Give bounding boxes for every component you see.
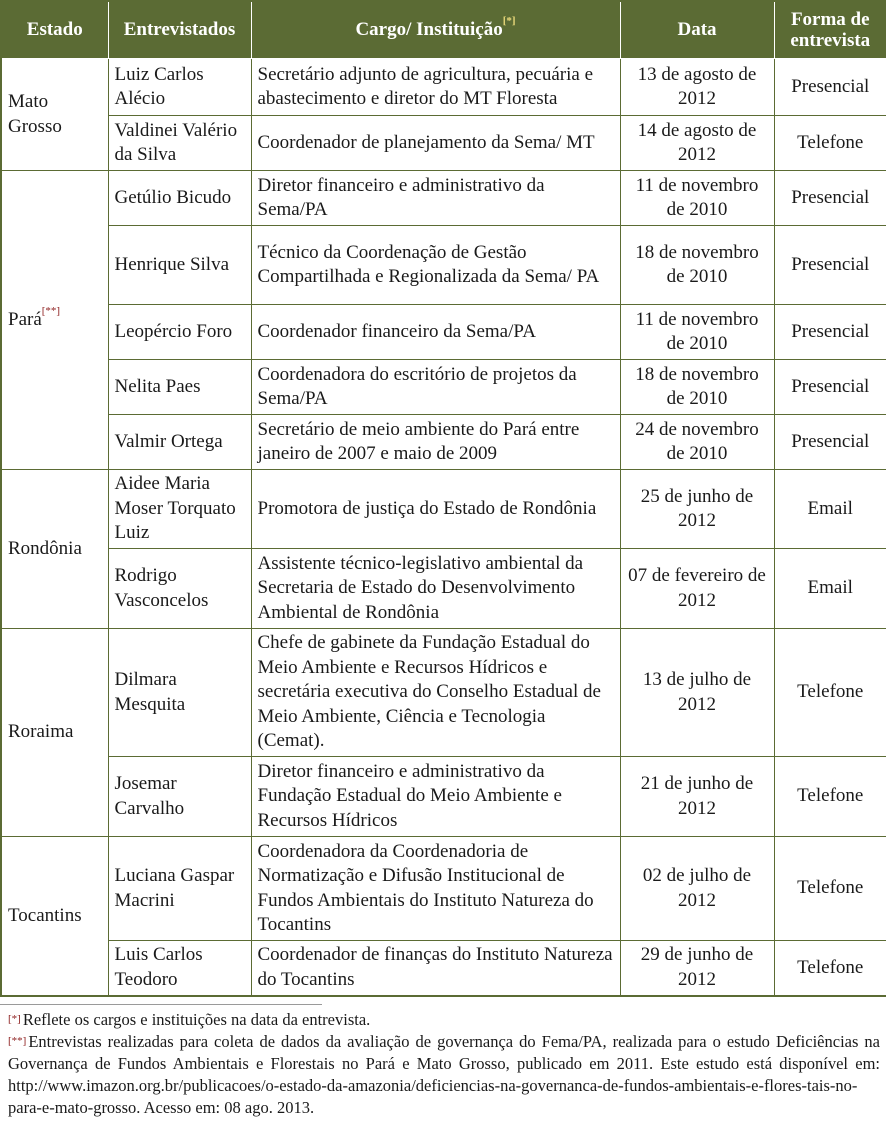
interview-mode: Telefone (774, 757, 886, 837)
state-cell (1, 470, 108, 629)
interview-date: 24 de novembro de 2010 (620, 415, 774, 470)
header-data: Data (620, 1, 774, 59)
table-row (1, 941, 886, 996)
interviewee-role: Coordenadora do escritório de projetos da Sema/PA (251, 360, 620, 415)
footnote-mark: [*] (8, 1013, 21, 1025)
table-header (1, 1, 886, 59)
table-row (1, 549, 886, 629)
interview-date: 25 de junho de 2012 (620, 470, 774, 549)
footnote (8, 1009, 880, 1031)
interviewee-role: Promotora de justiça do Estado de Rondônia (251, 470, 620, 549)
interview-mode: Email (774, 549, 886, 629)
interview-mode: Presencial (774, 171, 886, 226)
interview-date: 11 de novembro de 2010 (620, 171, 774, 226)
interviewee-name: Valdinei Valério da Silva (108, 116, 251, 171)
header-cargo-footnote-mark: [*] (502, 14, 516, 27)
interviewee-role: Coordenador de planejamento da Sema/ MT (251, 116, 620, 171)
interviewee-name: Aidee Maria Moser Torquato Luiz (108, 470, 251, 549)
table-row (1, 470, 886, 549)
interview-date: 13 de julho de 2012 (620, 629, 774, 757)
state-cell (1, 629, 108, 837)
interviewee-name: Rodrigo Vasconcelos (108, 549, 251, 629)
interview-mode: Email (774, 470, 886, 549)
interviewee-role: Secretário de meio ambiente do Pará entre janeiro de 2007 e maio de 2009 (251, 415, 620, 470)
interviewee-name: Getúlio Bicudo (108, 171, 251, 226)
interviewee-name: Josemar Carvalho (108, 757, 251, 837)
interview-date: 11 de novembro de 2010 (620, 305, 774, 360)
interview-date: 29 de junho de 2012 (620, 941, 774, 996)
interviewee-role: Assistente técnico-legislativo ambiental da Secretaria de Estado do Desenvolvimento Ambiental de Rondônia (251, 549, 620, 629)
table-row (1, 415, 886, 470)
interviewee-name: Leopércio Foro (108, 305, 251, 360)
footnotes (8, 1003, 880, 1119)
table-row (1, 757, 886, 837)
table-row (1, 360, 886, 415)
table-row (1, 116, 886, 171)
interview-mode: Telefone (774, 837, 886, 941)
footnote-mark: [**] (8, 1035, 27, 1047)
interviewee-name: Luis Carlos Teodoro (108, 941, 251, 996)
state-name: Tocantins (8, 904, 82, 926)
state-cell (1, 837, 108, 996)
header-cargo-label: Cargo/ Instituição (355, 18, 503, 40)
interview-date: 14 de agosto de 2012 (620, 116, 774, 171)
state-cell (1, 59, 108, 171)
interviewee-role: Técnico da Coordenação de Gestão Compartilhada e Regionalizada da Sema/ PA (251, 226, 620, 305)
table-row (1, 305, 886, 360)
interviewee-role: Coordenadora da Coordenadoria de Normatização e Difusão Institucional de Fundos Ambientais do Instituto Natureza do Tocantins (251, 837, 620, 941)
table-row (1, 837, 886, 941)
interview-date: 02 de julho de 2012 (620, 837, 774, 941)
header-row (1, 1, 886, 59)
table-body (1, 59, 886, 996)
header-estado: Estado (1, 1, 108, 59)
table-row (1, 59, 886, 116)
interviewee-role: Secretário adjunto de agricultura, pecuária e abastecimento e diretor do MT Floresta (251, 59, 620, 116)
interview-date: 07 de fevereiro de 2012 (620, 549, 774, 629)
interview-mode: Telefone (774, 941, 886, 996)
interview-mode: Presencial (774, 415, 886, 470)
interview-mode: Presencial (774, 226, 886, 305)
table-row (1, 629, 886, 757)
interviewee-role: Diretor financeiro e administrativo da Fundação Estadual do Meio Ambiente e Recursos Hídricos (251, 757, 620, 837)
interview-mode: Presencial (774, 360, 886, 415)
interviewee-name: Luiz Carlos Alécio (108, 59, 251, 116)
interview-mode: Presencial (774, 305, 886, 360)
header-cargo (251, 1, 620, 59)
interviewee-name: Dilmara Mesquita (108, 629, 251, 757)
header-forma: Forma de entrevista (774, 1, 886, 59)
state-name: Rondônia (8, 537, 82, 559)
interviewee-name: Valmir Ortega (108, 415, 251, 470)
interviewee-role: Coordenador financeiro da Sema/PA (251, 305, 620, 360)
state-footnote-mark: [**] (41, 304, 61, 317)
interview-date: 13 de agosto de 2012 (620, 59, 774, 116)
interview-mode: Telefone (774, 116, 886, 171)
interview-date: 21 de junho de 2012 (620, 757, 774, 837)
interview-date: 18 de novembro de 2010 (620, 226, 774, 305)
header-entrevistados: Entrevistados (108, 1, 251, 59)
state-name: Pará (8, 308, 42, 330)
table-row (1, 226, 886, 305)
interviewee-name: Henrique Silva (108, 226, 251, 305)
interviewee-role: Chefe de gabinete da Fundação Estadual do Meio Ambiente e Recursos Hídricos e secretária executiva do Conselho Estadual de Meio Ambiente, Ciência e Tecnologia (Cemat). (251, 629, 620, 757)
footnote-text: Entrevistas realizadas para coleta de dados da avaliação de governança do Fema/PA, realizada para o estudo Deficiências na Governança de Fundos Ambientais e Florestais no Pará e Mato Grosso, publicado em 2011. Este estudo está disponível em: http://www.imazon.org.br/publicacoes/o-estado-da-amazonia/deficiencias-na-governanca-de-fundos-ambientais-e-flores-tais-no-para-e-mato-grosso. Acesso em: 08 ago. 2013. (8, 1032, 880, 1117)
interviewee-name: Luciana Gaspar Macrini (108, 837, 251, 941)
interview-mode: Telefone (774, 629, 886, 757)
footnote-text: Reflete os cargos e instituições na data da entrevista. (22, 1010, 371, 1029)
interviewee-role: Coordenador de finanças do Instituto Natureza do Tocantins (251, 941, 620, 996)
table-row (1, 171, 886, 226)
interview-date: 18 de novembro de 2010 (620, 360, 774, 415)
state-cell (1, 171, 108, 470)
interviewee-role: Diretor financeiro e administrativo da Sema/PA (251, 171, 620, 226)
interview-mode: Presencial (774, 59, 886, 116)
state-name: Mato Grosso (8, 91, 62, 137)
state-name: Roraima (8, 721, 74, 743)
footnote (8, 1031, 880, 1119)
interviewee-name: Nelita Paes (108, 360, 251, 415)
